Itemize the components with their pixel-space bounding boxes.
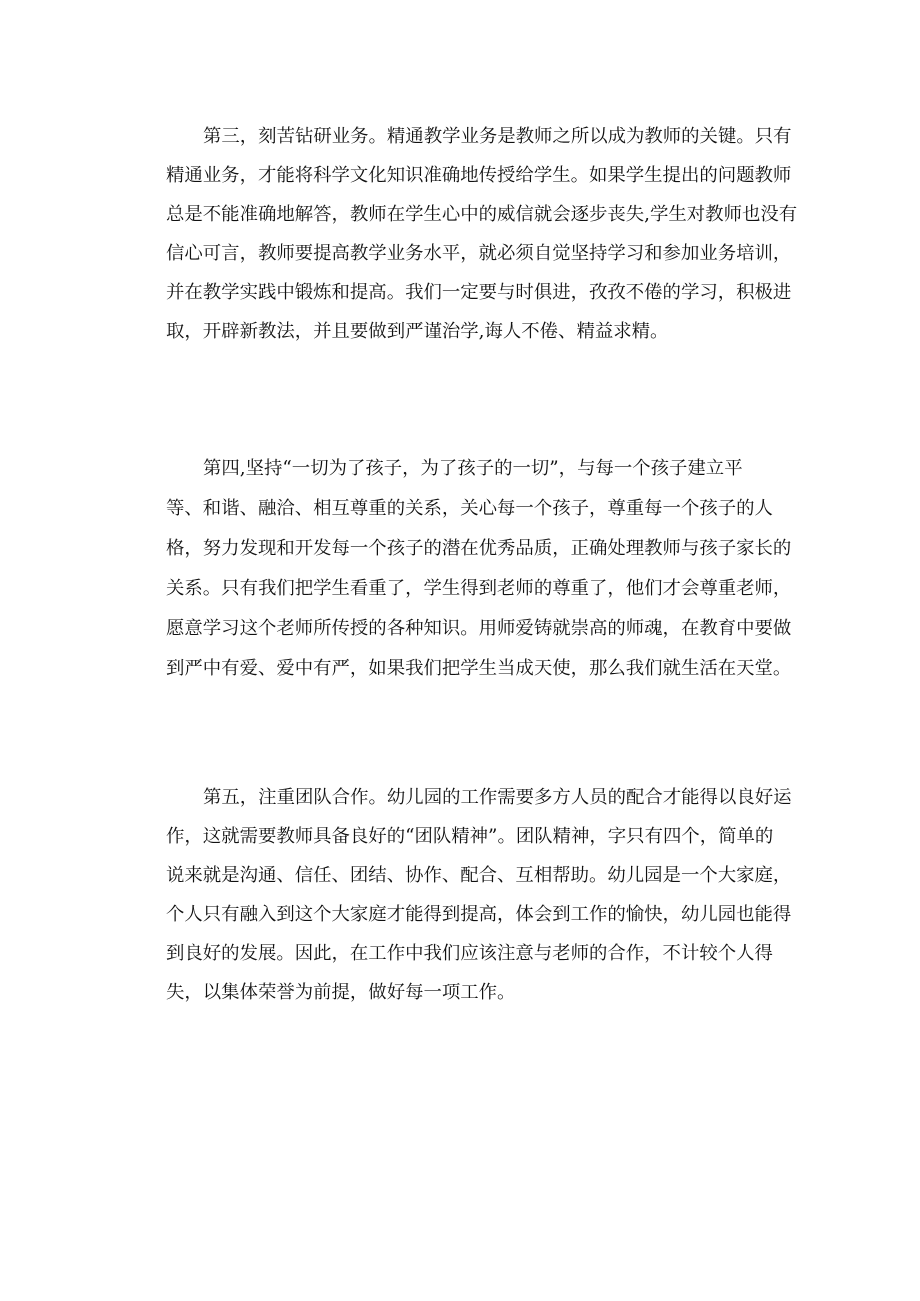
paragraph-line: 说来就是沟通、信任、团结、协作、配合、互相帮助。幼儿园是一个大家庭， [166, 865, 792, 886]
paragraph-line: 等、和谐、融洽、相互尊重的关系，关心每一个孩子，尊重每一个孩子的人 [166, 498, 773, 519]
paragraph-line: 信心可言，教师要提高教学业务水平，就必须自觉坚持学习和参加业务培训， [166, 243, 792, 264]
paragraph-third-point [166, 117, 798, 351]
paragraph-line: 第五，注重团队合作。幼儿园的工作需要多方人员的配合才能得以良好运 [203, 787, 792, 808]
paragraph-line: 愿意学习这个老师所传授的各种知识。用师爱铸就崇高的师魂，在教育中要做 [166, 618, 792, 639]
paragraph-line: 失，以集体荣誉为前提，做好每一项工作。 [166, 982, 516, 1003]
paragraph-line: 精通业务，才能将科学文化知识准确地传授给学生。如果学生提出的问题教师 [166, 165, 792, 186]
paragraph-line: 关系。只有我们把学生看重了，学生得到老师的尊重了，他们才会尊重老师， [166, 578, 792, 599]
paragraph-line: 到良好的发展。因此，在工作中我们应该注意与老师的合作，不计较个人得 [166, 943, 773, 964]
paragraph-line: 总是不能准确地解答，教师在学生心中的威信就会逐步丧失,学生对教师也没有 [166, 204, 798, 225]
paragraph-line: 第四,坚持“一切为了孩子，为了孩子的一切”，与每一个孩子建立平 [203, 458, 743, 479]
paragraph-fifth-point [166, 778, 792, 1012]
paragraph-fourth-point [166, 449, 792, 689]
paragraph-line: 取，开辟新教法，并且要做到严谨治学,诲人不倦、精益求精。 [166, 321, 669, 342]
paragraph-line: 个人只有融入到这个大家庭才能得到提高，体会到工作的愉快，幼儿园也能得 [166, 904, 792, 925]
paragraph-line: 作，这就需要教师具备良好的“团队精神”。团队精神，字只有四个，简单的 [166, 826, 774, 847]
paragraph-line: 并在教学实践中锻炼和提高。我们一定要与时俱进，孜孜不倦的学习，积极进 [166, 282, 792, 303]
paragraph-line: 到严中有爱、爱中有严，如果我们把学生当成天使，那么我们就生活在天堂。 [166, 658, 792, 679]
paragraph-line: 第三，刻苦钻研业务。精通教学业务是教师之所以成为教师的关键。只有 [203, 126, 792, 147]
paragraph-line: 格，努力发现和开发每一个孩子的潜在优秀品质，正确处理教师与孩子家长的 [166, 538, 792, 559]
